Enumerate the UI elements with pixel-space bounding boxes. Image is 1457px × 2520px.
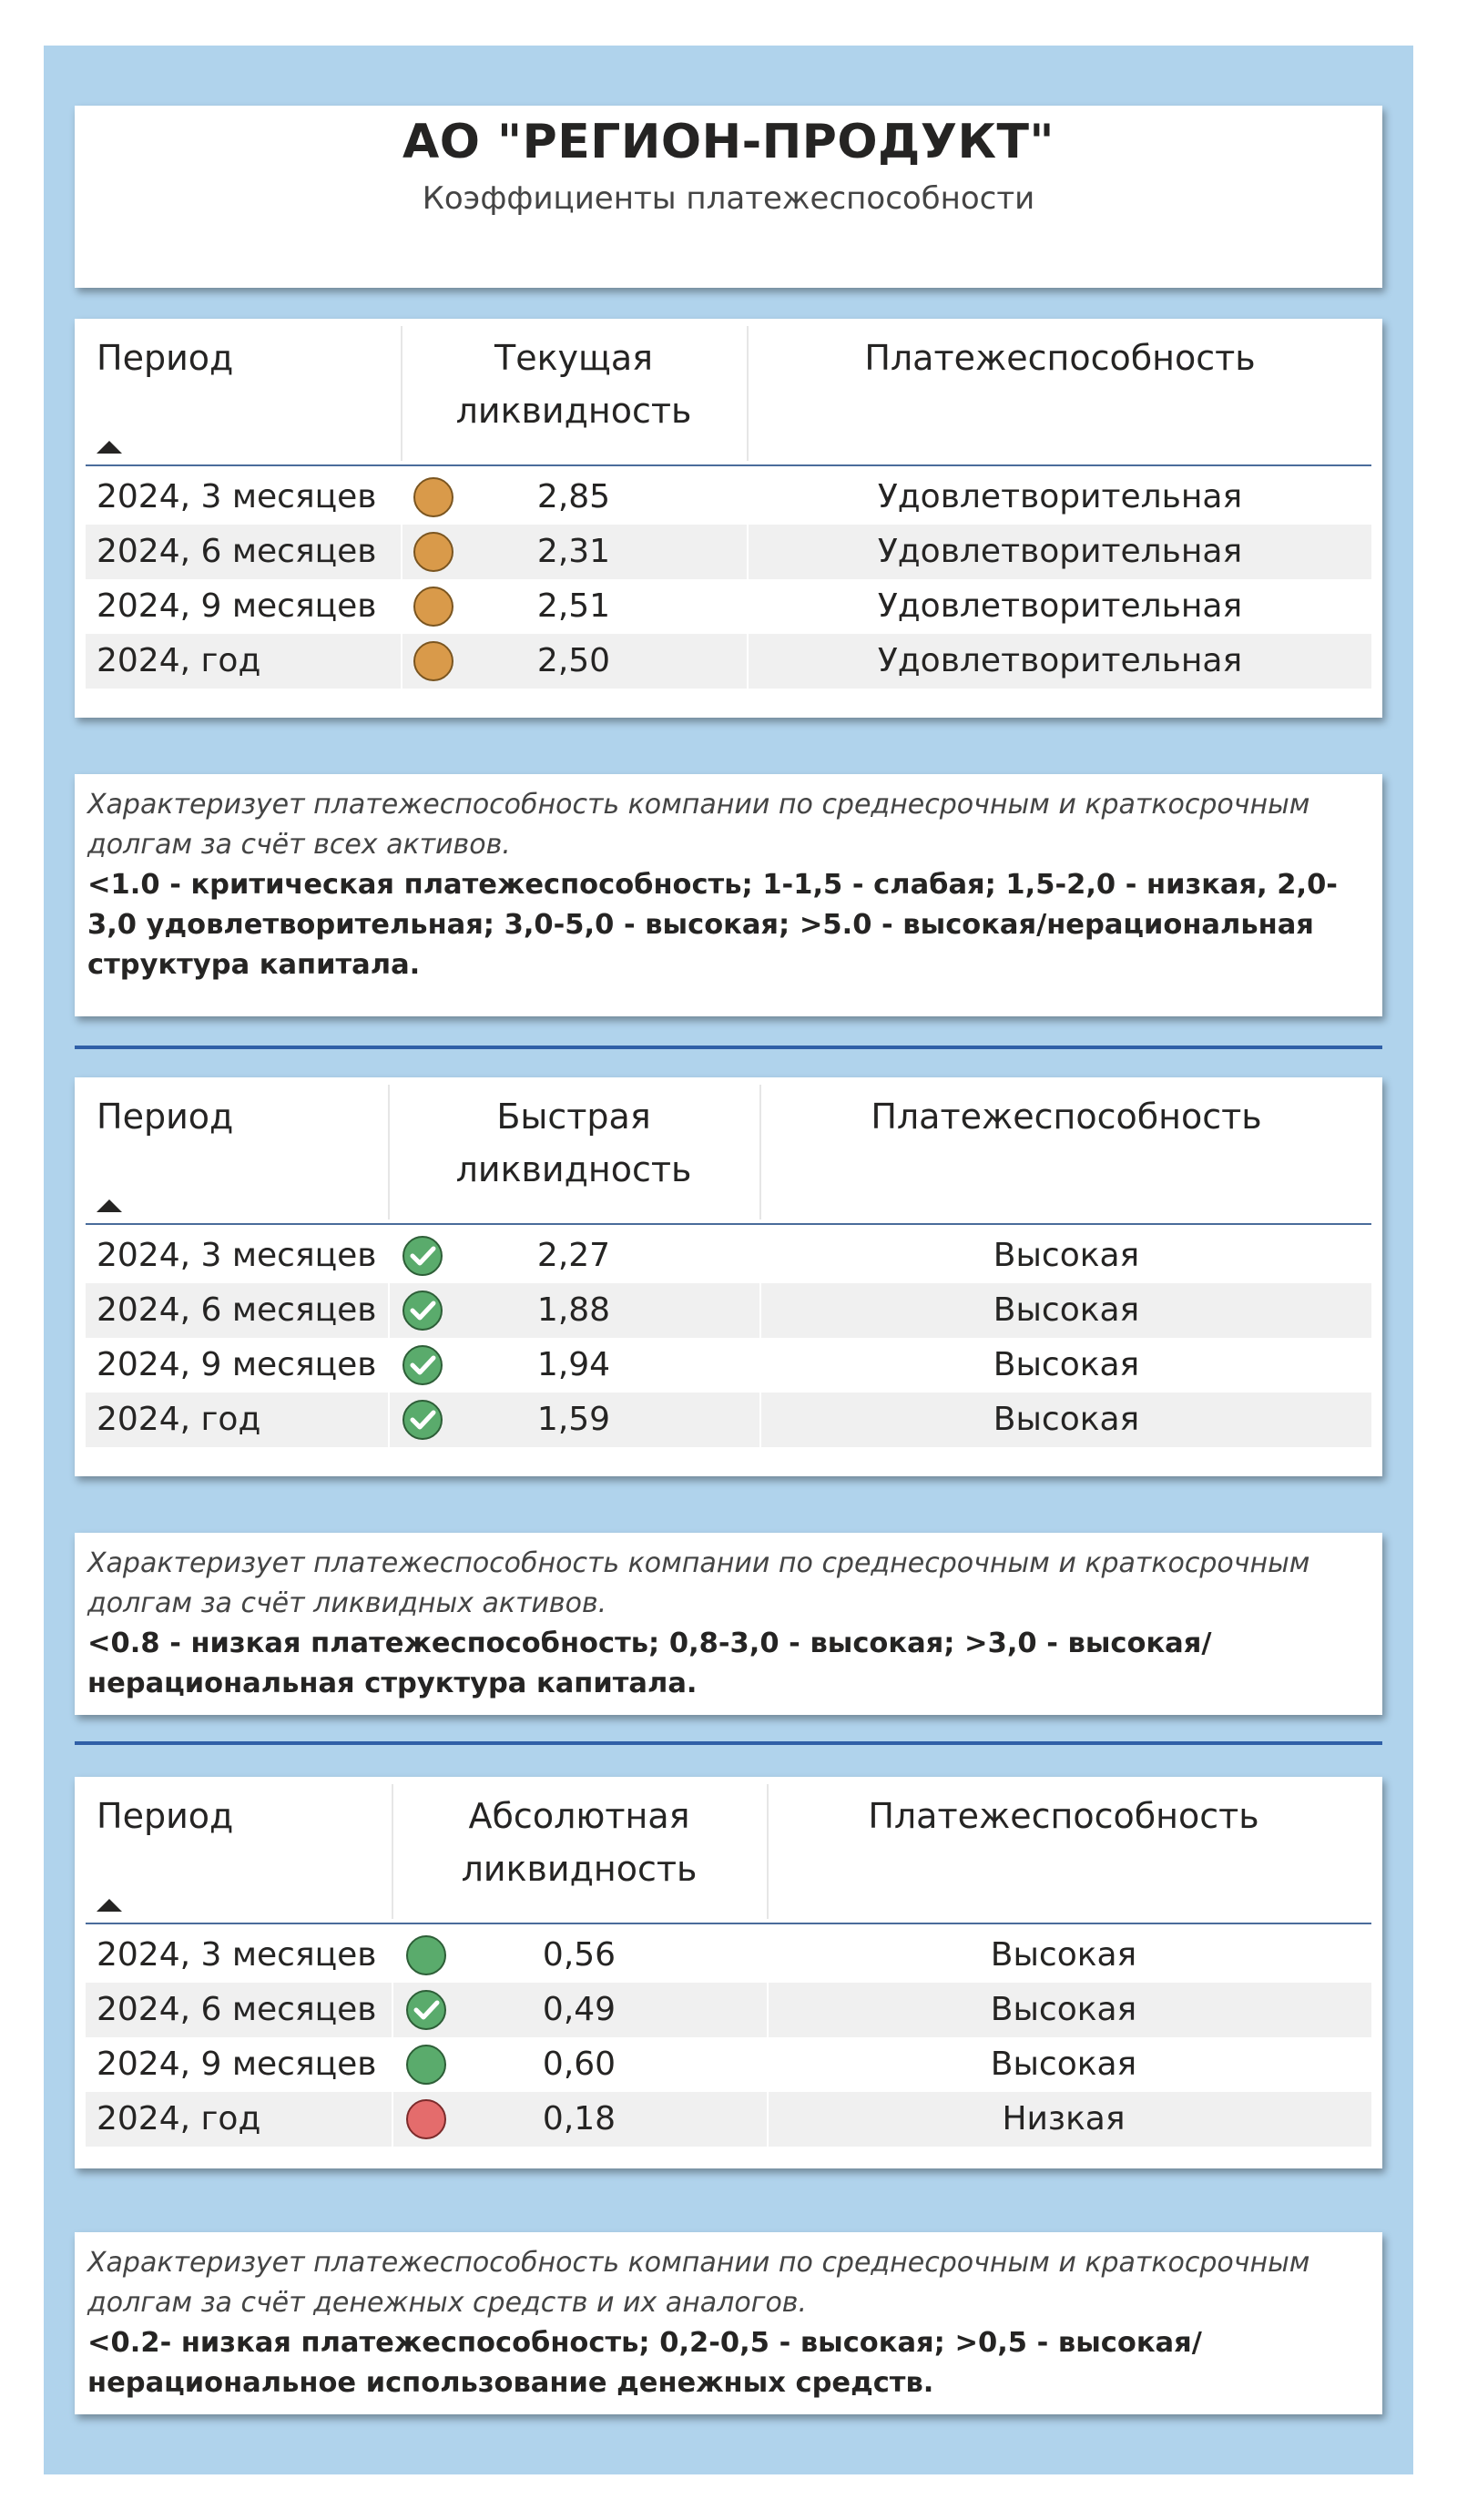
- note-description: Характеризует платежеспособность компании по среднесрочным и краткосрочным долгам за счёт ликвидных активов.: [87, 1547, 1310, 1619]
- period-cell: 2024, 9 месяцев: [97, 587, 377, 625]
- value-cell: 2,51: [536, 587, 611, 625]
- value-cell: 2,27: [536, 1237, 611, 1274]
- absolute-liquidity-note: [75, 2232, 1382, 2414]
- column-header-metric-line2: ликвидность: [455, 391, 692, 431]
- header-underline: [86, 1923, 1371, 1924]
- value-cell: 2,50: [536, 642, 611, 679]
- value-cell: 0,18: [542, 2100, 616, 2137]
- table-header: [75, 1777, 1382, 1923]
- column-header-metric[interactable]: [388, 1090, 759, 1236]
- solvency-cell: Удовлетворительная: [877, 478, 1243, 515]
- period-cell: 2024, 3 месяцев: [97, 1237, 377, 1274]
- period-cell: 2024, 9 месяцев: [97, 1346, 377, 1383]
- table-row[interactable]: [86, 470, 1371, 525]
- column-header-period[interactable]: Период: [97, 338, 234, 378]
- period-cell: 2024, год: [97, 642, 261, 679]
- table-row[interactable]: [86, 1928, 1371, 1983]
- column-header-metric[interactable]: [392, 1790, 767, 1935]
- solvency-cell: Низкая: [1002, 2100, 1126, 2137]
- solvency-cell: Удовлетворительная: [877, 587, 1243, 625]
- solvency-cell: Высокая: [993, 1401, 1140, 1438]
- column-header-metric-line1: Быстрая: [496, 1097, 651, 1137]
- value-cell: 1,59: [536, 1401, 611, 1438]
- solvency-cell: Высокая: [993, 1291, 1140, 1329]
- period-cell: 2024, 9 месяцев: [97, 2046, 377, 2083]
- column-header-solvency[interactable]: Платежеспособность: [868, 1796, 1259, 1836]
- period-cell: 2024, год: [97, 2100, 261, 2137]
- column-header-metric[interactable]: [401, 332, 747, 477]
- value-cell: 1,94: [536, 1346, 611, 1383]
- table-row[interactable]: [86, 1338, 1371, 1393]
- value-cell: 0,60: [542, 2046, 616, 2083]
- period-cell: 2024, год: [97, 1401, 261, 1438]
- table-row[interactable]: [86, 2092, 1371, 2147]
- note-description: Характеризует платежеспособность компании по среднесрочным и краткосрочным долгам за счёт всех активов.: [87, 789, 1310, 861]
- quick-liquidity-note: [75, 1533, 1382, 1715]
- column-header-solvency[interactable]: Платежеспособность: [864, 338, 1256, 378]
- table-row[interactable]: [86, 1283, 1371, 1338]
- sort-ascending-icon[interactable]: [97, 1199, 122, 1212]
- value-cell: 0,49: [542, 1991, 616, 2028]
- period-cell: 2024, 6 месяцев: [97, 1291, 377, 1329]
- column-header-metric-line1: Абсолютная: [468, 1796, 690, 1836]
- table-row[interactable]: [86, 1229, 1371, 1283]
- table-row[interactable]: [86, 2037, 1371, 2092]
- note-description: Характеризует платежеспособность компании по среднесрочным и краткосрочным долгам за счёт денежных средств и их аналогов.: [87, 2247, 1310, 2319]
- table-header: [75, 1077, 1382, 1223]
- header-underline: [86, 1223, 1371, 1225]
- value-cell: 2,85: [536, 478, 611, 515]
- column-header-period[interactable]: Период: [97, 1796, 234, 1836]
- title-card: [75, 106, 1382, 288]
- absolute-liquidity-table: [75, 1777, 1382, 2168]
- note-thresholds: <0.2- низкая платежеспособность; 0,2-0,5 - высокая; >0,5 - высокая/нерациональное использование денежных средств.: [87, 2327, 1202, 2399]
- table-row[interactable]: [86, 525, 1371, 579]
- period-cell: 2024, 6 месяцев: [97, 533, 377, 570]
- section-divider: [75, 1741, 1382, 1745]
- solvency-cell: Удовлетворительная: [877, 642, 1243, 679]
- table-header: [75, 319, 1382, 464]
- table-row[interactable]: [86, 1393, 1371, 1447]
- sort-ascending-icon[interactable]: [97, 1899, 122, 1912]
- current-liquidity-note: [75, 774, 1382, 1016]
- value-cell: 2,31: [536, 533, 611, 570]
- period-cell: 2024, 3 месяцев: [97, 478, 377, 515]
- value-cell: 1,88: [536, 1291, 611, 1329]
- column-header-metric-line2: ликвидность: [461, 1849, 698, 1889]
- column-header-solvency[interactable]: Платежеспособность: [871, 1097, 1262, 1137]
- solvency-cell: Высокая: [990, 1991, 1137, 2028]
- solvency-cell: Высокая: [993, 1237, 1140, 1274]
- table-row[interactable]: [86, 1983, 1371, 2037]
- solvency-cell: Высокая: [990, 2046, 1137, 2083]
- quick-liquidity-table: [75, 1077, 1382, 1476]
- solvency-cell: Высокая: [990, 1936, 1137, 1974]
- sort-ascending-icon[interactable]: [97, 441, 122, 454]
- report-title: АО "РЕГИОН-ПРОДУКТ": [402, 115, 1055, 169]
- column-header-metric-line1: Текущая: [494, 338, 653, 378]
- note-thresholds: <0.8 - низкая платежеспособность; 0,8-3,0 - высокая; >3,0 - высокая/нерациональная структура капитала.: [87, 1627, 1212, 1699]
- table-row[interactable]: [86, 579, 1371, 634]
- solvency-cell: Удовлетворительная: [877, 533, 1243, 570]
- column-header-period[interactable]: Период: [97, 1097, 234, 1137]
- note-thresholds: <1.0 - критическая платежеспособность; 1-1,5 - слабая; 1,5-2,0 - низкая, 2,0-3,0 удовлетворительная; 3,0-5,0 - высокая; >5.0 - высокая/нерациональная структура капитала.: [87, 869, 1338, 981]
- period-cell: 2024, 3 месяцев: [97, 1936, 377, 1974]
- column-header-metric-line2: ликвидность: [455, 1149, 692, 1189]
- solvency-cell: Высокая: [993, 1346, 1140, 1383]
- section-divider: [75, 1046, 1382, 1049]
- period-cell: 2024, 6 месяцев: [97, 1991, 377, 2028]
- value-cell: 0,56: [542, 1936, 616, 1974]
- report-subtitle: Коэффициенты платежеспособности: [422, 180, 1035, 217]
- current-liquidity-table: [75, 319, 1382, 718]
- header-underline: [86, 464, 1371, 466]
- table-row[interactable]: [86, 634, 1371, 689]
